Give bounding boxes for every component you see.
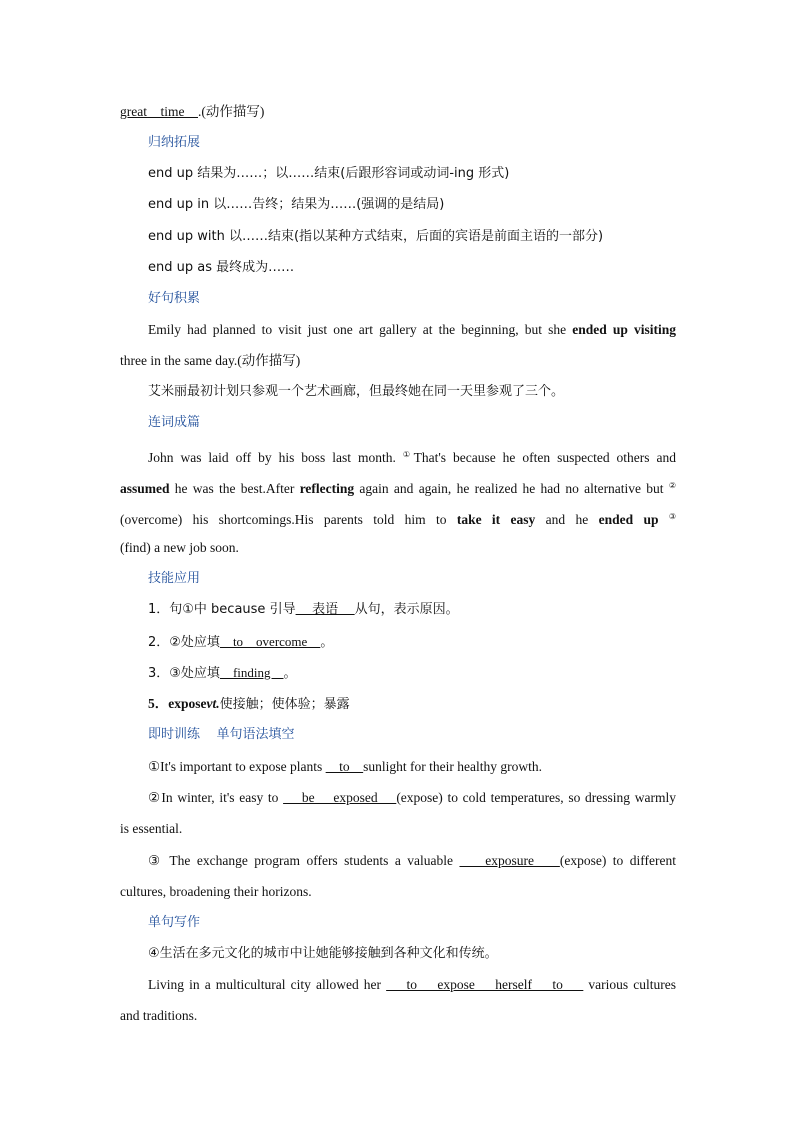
answer-blank: to expose herself to: [386, 977, 584, 992]
answer-blank: to: [325, 759, 364, 774]
writing-answer-line1: Living in a multicultural city allowed her to expose herself to various cultures: [148, 977, 677, 992]
phrase-end-up-in: end up in 以……告终；结果为……(强调的是结局): [148, 197, 445, 212]
phrase-end-up-as: end up as 最终成为……: [148, 260, 295, 275]
section-heading-skills: 技能应用: [148, 571, 201, 586]
exercise-2-line2: is essential.: [120, 821, 183, 836]
exercise-3-line2: cultures, broadening their horizons.: [120, 884, 312, 899]
passage-line2: assumed he was the best.After reflecting again and again, he realized he had no alternative but ②: [120, 481, 676, 496]
example-translation: 艾米丽最初计划只参观一个艺术画廊，但最终她在同一天里参观了三个。: [148, 384, 565, 399]
line-answer-great-time: great time .(动作描写): [120, 104, 265, 119]
writing-answer-line2: and traditions.: [120, 1008, 198, 1023]
section-heading-summary: 归纳拓展: [148, 135, 201, 150]
section-heading-practice: 即时训练 单句语法填空: [148, 727, 295, 742]
passage-line4: (find) a new job soon.: [120, 540, 239, 555]
section-heading-passage: 连词成篇: [148, 415, 201, 430]
section-heading-writing: 单句写作: [148, 915, 201, 930]
answer-blank: to overcome: [219, 634, 321, 649]
example-sentence-line2: three in the same day.(动作描写): [120, 353, 301, 368]
skill-item-3: 3．③处应填 finding 。: [148, 665, 297, 681]
answer-blank: 表语: [295, 602, 355, 617]
phrase-end-up: end up 结果为……；以……结束(后跟形容词或动词-ing 形式): [148, 166, 510, 181]
passage-line1: John was laid off by his boss last month. ①That's because he often suspected others and: [148, 450, 676, 465]
answer-blank: great time: [120, 104, 198, 119]
writing-prompt: ④生活在多元文化的城市中让她能够接触到各种文化和传统。: [148, 946, 498, 961]
example-sentence-line1: Emily had planned to visit just one art gallery at the beginning, but she ended up visiting: [148, 322, 676, 337]
exercise-3-line1: ③ The exchange program offers students a valuable exposure (expose) to different: [148, 853, 676, 868]
answer-blank: finding: [219, 665, 284, 680]
word-expose-heading: 5．exposevt.使接触；使体验；暴露: [148, 696, 350, 712]
section-heading-good-sentences: 好句积累: [148, 291, 201, 306]
exercise-1: ①It's important to expose plants to sunlight for their healthy growth.: [148, 759, 542, 774]
exercise-2-line1: ②In winter, it's easy to be exposed (expose) to cold temperatures, so dressing warmly: [148, 790, 676, 805]
answer-blank: be exposed: [283, 790, 397, 805]
answer-blank: exposure: [459, 853, 560, 868]
phrase-end-up-with: end up with 以……结束(指以某种方式结束，后面的宾语是前面主语的一部分): [148, 229, 604, 244]
passage-line3: (overcome) his shortcomings.His parents told him to take it easy and he ended up ③: [120, 512, 677, 527]
skill-item-1: 1．句①中 because 引导 表语 从句，表示原因。: [148, 602, 459, 617]
skill-item-2: 2．②处应填 to overcome 。: [148, 634, 334, 650]
